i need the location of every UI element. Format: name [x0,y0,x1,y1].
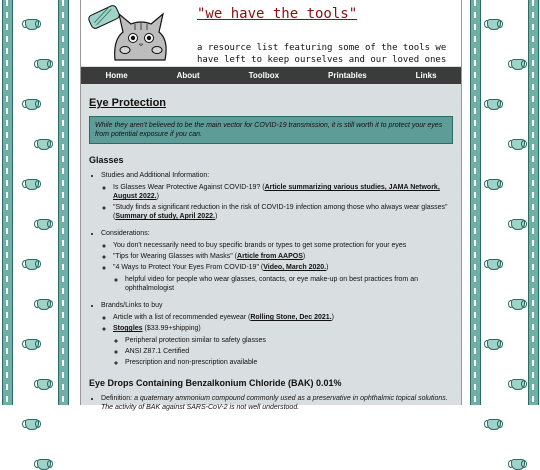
mask-icon [34,58,52,70]
mask-icon [22,338,40,350]
nav-toolbox[interactable]: Toolbox [248,71,280,80]
mask-icon [484,418,502,430]
nav-home[interactable]: Home [105,71,128,80]
list-item: • Definition: a quaternary ammonium compound commonly used as a preservative in ophthalmic topical solutions. The activity of BAK against SARS-CoV-2 is not well understood. [101,394,453,412]
glasses-list [89,171,453,367]
list-item: ◦ "Study finds a significant reduction in the risk of COVID-19 infection among those who always wear glasses" (Summary of study, April 2022.) [113,203,453,221]
nav-about[interactable]: About [176,71,200,80]
nav-links[interactable]: Links [415,71,437,80]
cat-logo [85,2,187,64]
list-item: ◦ Prescription and non-prescription available [125,358,453,367]
main-nav [81,67,461,84]
mask-icon [484,338,502,350]
list-item: • Studies and Additional Information: ◦ Is Glasses Wear Protective Against COVID-19? (Article summarizing various studies, JAMA Network, August 2022.) ◦ "Study finds a significant reduction in the risk of COVID-19 infection among those who always wear glasses" (Summary of study, April 2022.) [101,171,453,221]
mask-icon [484,178,502,190]
intro-callout: While they aren't believed to be the main vector for COVID-19 transmission, it is still worth it to protect your eyes from potential exposure if you can. [89,116,453,144]
page-column [80,0,462,411]
list-item: • Brands/Links to buy ◦ Article with a list of recommended eyewear (Rolling Stone, Dec 2021.) ◦ Stoggles ($33.99+shipping) ◦ Peripheral protection similar to safety glasses ◦ ANSI Z87.1 Certified ◦ Prescription and non-prescription available [101,301,453,367]
study-link[interactable]: Article summarizing various studies, JAMA Network, August 2022. [113,184,440,200]
site-tagline: a resource list featuring some of the tools we have left to keep ourselves and our loved ones [197,43,447,65]
mask-icon [508,298,526,310]
stoggles-link[interactable]: Stoggles [113,325,143,332]
mask-icon [508,378,526,390]
section-heading-eyedrops: Eye Drops Containing Benzalkonium Chloride (BAK) 0.01% [89,378,342,388]
list-item: ◦ Article with a list of recommended eyewear (Rolling Stone, Dec 2021.) [113,313,453,322]
mask-icon [34,298,52,310]
pattern-pipe [470,0,481,405]
aapos-link[interactable]: Article from AAPOS [237,253,303,260]
site-header [81,0,461,66]
page-title: Eye Protection [89,97,167,109]
mask-icon [22,98,40,110]
list-item: ◦ "Tips for Wearing Glasses with Masks" (Article from AAPOS) [113,252,453,261]
mask-icon [34,138,52,150]
site-title: "we have the tools" [197,6,358,22]
pattern-pipe [2,0,13,405]
nav-printables[interactable]: Printables [328,71,367,80]
list-item: ◦ ANSI Z87.1 Certified [125,347,453,356]
mask-icon [34,218,52,230]
mask-icon [484,18,502,30]
list-item: ◦ Is Glasses Wear Protective Against COVID-19? (Article summarizing various studies, JAMA Network, August 2022.) [113,183,453,201]
mask-icon [22,258,40,270]
list-item: ◦ You don't necessarily need to buy specific brands or types to get some protection for your eyes [113,241,453,250]
rolling-stone-link[interactable]: Rolling Stone, Dec 2021. [250,314,332,321]
mask-icon [484,258,502,270]
mask-icon [34,378,52,390]
mask-icon [22,178,40,190]
eyedrops-list [89,394,453,412]
mask-icon [22,18,40,30]
list-item: ◦ Peripheral protection similar to safety glasses [125,336,453,345]
mask-icon [34,458,52,470]
mask-icon [508,458,526,470]
mask-icon [22,418,40,430]
list-item: ◦ helpful video for people who wear glasses, contacts, or eye make-up on best practices from an ophthalmologist [125,275,453,293]
pattern-pipe [528,0,539,405]
list-item: • Considerations: ◦ You don't necessarily need to buy specific brands or types to get some protection for your eyes ◦ "Tips for Wearing Glasses with Masks" (Article from AAPOS) ◦ "4 Ways to Protect Your Eyes From COVID-19" (Video, March 2020.) ◦ helpful video for people who wear glasses, contacts, or eye make-up on best practices from an ophthalmologist [101,229,453,293]
video-link[interactable]: Video, March 2020. [263,264,327,271]
pattern-pipe [58,0,69,405]
main-content [89,92,453,415]
list-item: ◦ "4 Ways to Protect Your Eyes From COVID-19" (Video, March 2020.) ◦ helpful video for people who wear glasses, contacts, or eye make-up on best practices from an ophthalmologist [113,263,453,293]
mask-icon [484,98,502,110]
section-heading-glasses: Glasses [89,155,124,165]
list-item: ◦ Stoggles ($33.99+shipping) ◦ Peripheral protection similar to safety glasses ◦ ANSI Z87.1 Certified ◦ Prescription and non-prescription available [113,324,453,367]
mask-icon [508,58,526,70]
study-summary-link[interactable]: Summary of study, April 2022. [115,213,215,220]
mask-icon [508,218,526,230]
mask-icon [508,138,526,150]
